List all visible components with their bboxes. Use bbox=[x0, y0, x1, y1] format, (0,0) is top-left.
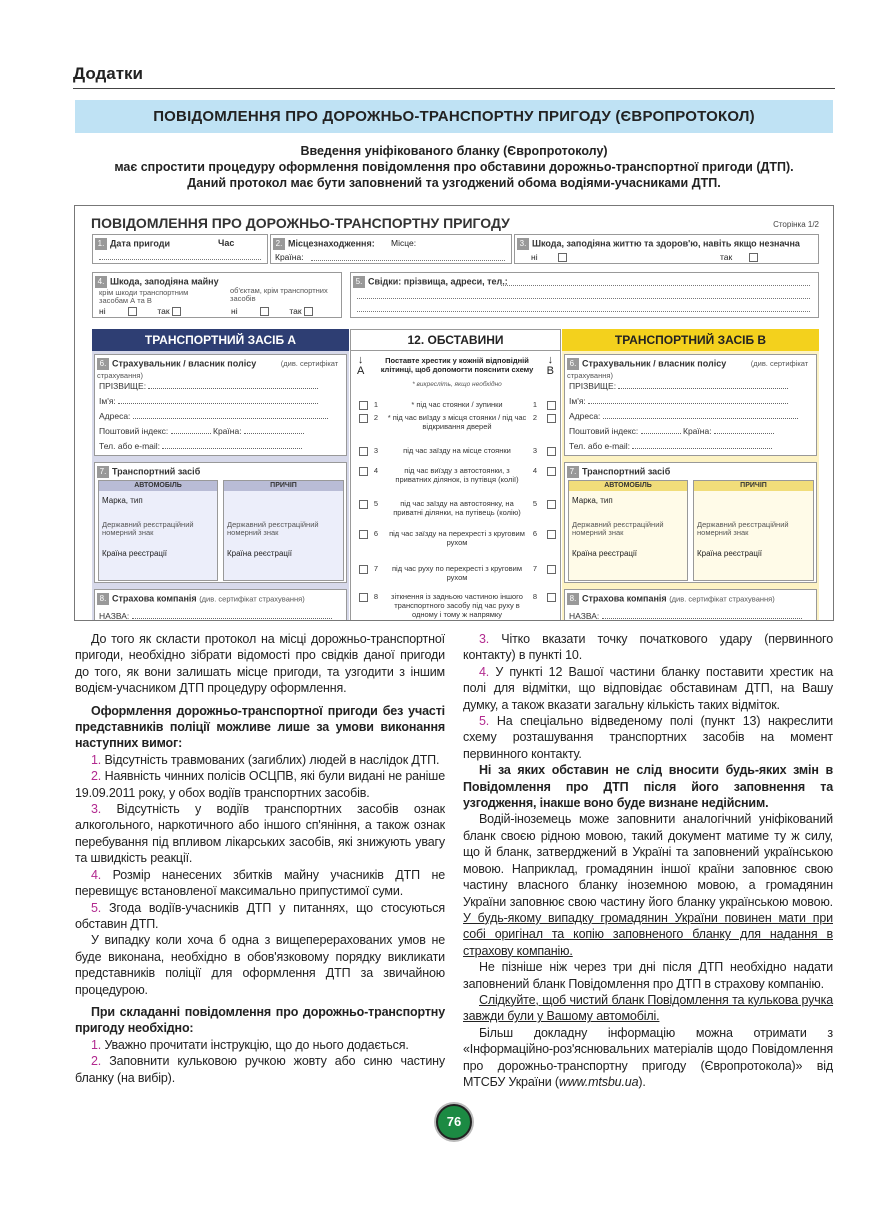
circumstance-text: * під час стоянки / зупинки bbox=[411, 400, 503, 409]
left-heading-1: Оформлення дорожньо-транспортної пригоди без участі представників поліції можливе лише за умови виконання наступних вимог: bbox=[75, 703, 445, 751]
requirement-item bbox=[75, 768, 445, 801]
circumstance-text: під час заїзду на перехресті з круговим рухом bbox=[389, 529, 525, 547]
right-paragraph-2: Не пізніше ніж через три дні після ДТП необхідно надати заповнений бланк Повідомлення про ДТП в страхову компанію. bbox=[463, 960, 833, 991]
vehicle-a-insured-box: 6. Страхувальник / власник полісу (див. сертифікат страхування) ПРІЗВИЩЕ: Ім'я: Адреса: Поштовий індекс: Країна: Тел. або e-mail: bbox=[94, 354, 347, 456]
column-a-letter: A bbox=[357, 365, 365, 377]
circumstance-checkbox-b bbox=[547, 530, 556, 539]
a-name-label: Ім'я: bbox=[99, 396, 116, 406]
instruction-item bbox=[75, 1037, 445, 1053]
injury-no-label: ні bbox=[531, 252, 538, 262]
circumstance-text: під час руху по перехресті з круговим рухом bbox=[392, 564, 522, 582]
field-witnesses-box: 5. Свідки: прізвища, адреси, тел.: bbox=[350, 272, 819, 318]
b-name-label: Ім'я: bbox=[569, 396, 586, 406]
field-damage-label: Шкода, заподіяна майну bbox=[110, 276, 219, 287]
b-tel-label: Тел. або e-mail: bbox=[569, 441, 631, 451]
column-a-marker: ↓ A bbox=[357, 354, 365, 377]
injury-yes-checkbox bbox=[749, 253, 758, 262]
vehicle-a-header: ТРАНСПОРТНИЙ ЗАСІБ А bbox=[92, 329, 349, 351]
field-damage-box: 4. Шкода, заподіяна майну крім шкоди транспортним засобам А та В об'єктам, крім транспортних засобів ні так ні так bbox=[92, 272, 342, 318]
b-country-label: Країна: bbox=[683, 426, 712, 436]
instruction-item-text: Уважно прочитати інструкцію, що до нього додається. bbox=[101, 1037, 409, 1052]
circumstance-checkbox-b bbox=[547, 565, 556, 574]
requirement-item-text: Наявність чинних полісів ОСЦПВ, які були видані не раніше 19.09.2011 року, у обох водіїв транспортних засобів. bbox=[75, 769, 445, 800]
instruction-cont-item bbox=[463, 631, 833, 664]
requirement-item-number: 1. bbox=[91, 752, 102, 767]
circumstance-checkbox-a bbox=[359, 500, 368, 509]
right-warning: Ні за яких обставин не слід вносити будь-яких змін в Повідомлення про ДТП після його заповнення та узгодження, інакше воно буде визнане недійсним. bbox=[463, 763, 833, 811]
a-surname-label: ПРІЗВИЩЕ: bbox=[99, 381, 147, 391]
instruction-cont-item-text: У пункті 12 Вашої частини бланку поставити хрестик на полі для відмітки, що відповідає обставинам ДТП, на Вашу думку, а також вказати загальну кількість таких відміток. bbox=[463, 664, 833, 712]
circumstance-text: під час заїзду на автостоянку, на приватні ділянки, на путівець (колію) bbox=[393, 499, 521, 517]
form-title: ПОВІДОМЛЕННЯ ПРО ДОРОЖНЬО-ТРАНСПОРТНУ ПРИГОДУ bbox=[91, 215, 510, 231]
a-country-label: Країна: bbox=[213, 426, 242, 436]
b-insurer-label: Страхова компанія bbox=[582, 593, 667, 604]
damage-vehicles-note: крім шкоди транспортним засобам А та В bbox=[99, 288, 189, 305]
circumstance-checkbox-a bbox=[359, 414, 368, 423]
intro-text bbox=[75, 143, 833, 191]
field-injury-label: Шкода, заподіяна життю та здоров'ю, навіть якщо незначна bbox=[532, 238, 800, 249]
circumstance-number-a: 2 bbox=[373, 413, 379, 422]
vehicle-a-insurer-box: 8. Страхова компанія (див. сертифікат страхування) НАЗВА: bbox=[94, 589, 347, 621]
instruction-cont-item-number: 5. bbox=[479, 714, 490, 729]
field-place-label: Місце: bbox=[391, 238, 417, 248]
damage-b-yes: так bbox=[289, 306, 302, 316]
circumstance-checkbox-a bbox=[359, 401, 368, 410]
instruction-item-number: 2. bbox=[91, 1054, 102, 1069]
instruction-cont-item bbox=[463, 713, 833, 762]
right-paragraph-4 bbox=[463, 1025, 833, 1091]
intro-line-2: має спростити процедуру оформлення повідомлення про обставини дорожньо-транспортної пригоди (ДТП). bbox=[114, 160, 794, 174]
circumstance-text: зіткнення із задньою частиною іншого транспортного засобу під час руху в одному і тому ж напрямку bbox=[391, 592, 523, 619]
a-postal-label: Поштовий індекс: bbox=[99, 426, 169, 436]
instruction-item-number: 1. bbox=[91, 1037, 102, 1052]
circumstance-checkbox-b bbox=[547, 447, 556, 456]
page-number: 76 bbox=[446, 1114, 462, 1129]
requirement-item-text: Відсутність у водіїв транспортних засобів ознак алкогольного, наркотичного або іншого сп'яніння, а також ознак перебування під впливом лікарських засобів, які знижують увагу та швидкість реакції. bbox=[75, 802, 445, 866]
b-trailer-regnum-label: Державний реєстраційний номерний знак bbox=[697, 520, 789, 537]
b-regcountry-label: Країна реєстрації bbox=[572, 549, 637, 558]
field-injury-box: 3. Шкода, заподіяна життю та здоров'ю, навіть якщо незначна ні так bbox=[514, 234, 819, 264]
b-postal-label: Поштовий індекс: bbox=[569, 426, 639, 436]
vehicle-b-insured-note: (див. сертифікат страхування) bbox=[567, 359, 809, 380]
left-heading-2: При складанні повідомлення про дорожньо-транспортну пригоду необхідно: bbox=[75, 1004, 445, 1036]
a-make-label: Марка, тип bbox=[102, 496, 143, 505]
circumstances-header: 12. ОБСТАВИНИ bbox=[350, 329, 561, 351]
circumstance-number-b: 8 bbox=[532, 592, 538, 601]
a-trailer-box bbox=[223, 480, 344, 581]
circumstances-instruction: Поставте хрестик у кожній відповідній клітинці, щоб допомогти пояснити схему bbox=[380, 356, 534, 374]
a-address-label: Адреса: bbox=[99, 411, 131, 421]
circumstance-number-a: 1 bbox=[373, 400, 379, 409]
circumstance-number-b: 3 bbox=[532, 446, 538, 455]
injury-yes-label: так bbox=[720, 252, 733, 262]
b-trailer-header: ПРИЧІП bbox=[694, 481, 813, 491]
requirement-item-number: 5. bbox=[91, 900, 102, 915]
page-number-badge bbox=[436, 1104, 472, 1140]
right-text-column bbox=[463, 631, 833, 1090]
requirement-item-text: Відсутність травмованих (загиблих) людей в наслідок ДТП. bbox=[101, 752, 440, 767]
a-insurer-note: (див. сертифікат страхування) bbox=[199, 594, 305, 604]
a-regnum-label: Державний реєстраційний номерний знак bbox=[102, 520, 194, 537]
b-address-label: Адреса: bbox=[569, 411, 601, 421]
circumstance-number-b: 1 bbox=[532, 400, 538, 409]
requirement-item-number: 4. bbox=[91, 867, 102, 882]
circumstance-number-b: 7 bbox=[532, 564, 538, 573]
intro-line-3: Даний протокол має бути заповнений та узгоджений обома водіями-учасниками ДТП. bbox=[187, 176, 721, 190]
circumstance-number-a: 4 bbox=[373, 466, 379, 475]
requirement-item-number: 2. bbox=[91, 769, 102, 784]
vehicle-b-vehicle-box: 7. Транспортний засіб АВТОМОБІЛЬ Марка, тип Державний реєстраційний номерний знак Країна реєстрації ПРИЧІП Державний реєстраційний номерний знак Країна реєстрації bbox=[564, 462, 817, 583]
vehicle-b-header: ТРАНСПОРТНИЙ ЗАСІБ В bbox=[562, 329, 819, 351]
field-location-label: Місцезнаходження: bbox=[288, 238, 375, 249]
right-paragraph-1 bbox=[463, 811, 833, 959]
circumstance-number-b: 6 bbox=[532, 529, 538, 538]
left-text-column bbox=[75, 631, 445, 1086]
circumstance-checkbox-b bbox=[547, 414, 556, 423]
right-paragraph-4-text: Більш докладну інформацію можна отримати з «Інформаційно-роз'яснювальних матеріалів щодо Повідомлення про дорожньо-транспортну пригоду (Європротокола)» від МТСБУ України ( bbox=[463, 1025, 833, 1089]
damage-b-no-checkbox bbox=[260, 307, 269, 316]
circumstance-number-b: 5 bbox=[532, 499, 538, 508]
a-trailer-header: ПРИЧІП bbox=[224, 481, 343, 491]
b-make-label: Марка, тип bbox=[572, 496, 613, 505]
vehicle-b-insured-label: Страхувальник / власник полісу bbox=[582, 358, 727, 369]
right-paragraph-1-underlined: У будь-якому випадку громадянин України повинен мати при собі оригінал та копію заповненого бланку для надання в страхову компанію. bbox=[463, 910, 833, 958]
circumstance-checkbox-b bbox=[547, 593, 556, 602]
b-insurer-name-label: НАЗВА: bbox=[569, 611, 600, 621]
right-paragraph-1-text: Водій-іноземець може заповнити аналогічний уніфікований бланк своєю рідною мовою, такий документ матиме ту ж силу, що й бланк, затверджений в Україні та заповнений українською мовою. Наприклад, громадянин іншої країни заповнює свою частину власного бланку іноземною мовою, а громадянин України заповнює свою частину його бланку українською мовою. bbox=[463, 812, 833, 909]
vehicle-a-vehicle-box: 7. Транспортний засіб АВТОМОБІЛЬ Марка, тип Державний реєстраційний номерний знак Країна реєстрації ПРИЧІП Державний реєстраційний номерний знак Країна реєстрації bbox=[94, 462, 347, 583]
field-country-label: Країна: bbox=[275, 252, 304, 262]
banner-title: ПОВІДОМЛЕННЯ ПРО ДОРОЖНЬО-ТРАНСПОРТНУ ПРИГОДУ (ЄВРОПРОТОКОЛ) bbox=[75, 100, 833, 133]
requirement-item bbox=[75, 801, 445, 867]
circumstances-column bbox=[350, 351, 561, 621]
damage-objects-note: об'єктам, крім транспортних засобів bbox=[230, 286, 328, 303]
circumstance-number-b: 2 bbox=[532, 413, 538, 422]
b-insurer-note: (див. сертифікат страхування) bbox=[669, 594, 775, 604]
damage-b-yes-checkbox bbox=[304, 307, 313, 316]
circumstance-checkbox-b bbox=[547, 500, 556, 509]
column-b-marker: ↓ B bbox=[546, 354, 554, 377]
field-time-label: Час bbox=[218, 238, 235, 248]
a-trailer-regcountry-label: Країна реєстрації bbox=[227, 549, 292, 558]
circumstance-number-b: 4 bbox=[532, 466, 538, 475]
requirement-item-text: Розмір нанесених збитків майну учасників ДТП не перевищує встановленої максимально припустимої суми. bbox=[75, 867, 445, 899]
b-trailer-box bbox=[693, 480, 814, 581]
intro-line-1: Введення уніфікованого бланку (Європротоколу) bbox=[300, 144, 608, 158]
circumstance-number-a: 3 bbox=[373, 446, 379, 455]
field-date-box: 1. Дата пригоди Час bbox=[92, 234, 268, 264]
vehicle-a-column bbox=[92, 351, 349, 621]
a-trailer-regnum-label: Державний реєстраційний номерний знак bbox=[227, 520, 319, 537]
right-paragraph-3: Слідкуйте, щоб чистий бланк Повідомлення та кулькова ручка завжди були у Вашому автомобілі. bbox=[463, 992, 833, 1024]
requirement-item-text: Згода водіїв-учасників ДТП у питаннях, що стосуються обставин ДТП. bbox=[75, 900, 445, 931]
b-car-box bbox=[568, 480, 688, 581]
circumstance-checkbox-a bbox=[359, 447, 368, 456]
circumstance-checkbox-a bbox=[359, 467, 368, 476]
europrotocol-form-image bbox=[74, 205, 834, 621]
damage-a-yes: так bbox=[157, 306, 170, 316]
section-title: Додатки bbox=[73, 64, 144, 83]
column-b-letter: B bbox=[546, 365, 554, 377]
b-surname-label: ПРІЗВИЩЕ: bbox=[569, 381, 617, 391]
a-vehicle-label: Транспортний засіб bbox=[112, 466, 201, 477]
circumstance-checkbox-a bbox=[359, 593, 368, 602]
form-page: Сторінка 1/2 bbox=[773, 220, 819, 229]
circumstance-number-a: 6 bbox=[373, 529, 379, 538]
section-divider bbox=[73, 88, 835, 89]
requirement-item bbox=[75, 752, 445, 768]
mtsbu-link[interactable]: www.mtsbu.ua bbox=[558, 1074, 639, 1089]
circumstance-checkbox-a bbox=[359, 565, 368, 574]
vehicle-b-insurer-box: 8. Страхова компанія (див. сертифікат страхування) НАЗВА: bbox=[564, 589, 817, 621]
damage-a-no-checkbox bbox=[128, 307, 137, 316]
damage-a-yes-checkbox bbox=[172, 307, 181, 316]
a-insurer-label: Страхова компанія bbox=[112, 593, 197, 604]
a-tel-label: Тел. або e-mail: bbox=[99, 441, 161, 451]
b-car-header: АВТОМОБІЛЬ bbox=[569, 481, 687, 491]
instruction-cont-item bbox=[463, 664, 833, 713]
vehicle-b-insured-box: 6. Страхувальник / власник полісу (див. сертифікат страхування) ПРІЗВИЩЕ: Ім'я: Адреса: Поштовий індекс: Країна: Тел. або e-mail: bbox=[564, 354, 817, 456]
circumstance-checkbox-a bbox=[359, 530, 368, 539]
damage-a-no: ні bbox=[99, 306, 106, 316]
injury-no-checkbox bbox=[558, 253, 567, 262]
b-trailer-regcountry-label: Країна реєстрації bbox=[697, 549, 762, 558]
b-vehicle-label: Транспортний засіб bbox=[582, 466, 671, 477]
a-car-box bbox=[98, 480, 218, 581]
b-regnum-label: Державний реєстраційний номерний знак bbox=[572, 520, 664, 537]
field-location-box: 2. Місцезнаходження: Місце: Країна: bbox=[270, 234, 512, 264]
requirement-item bbox=[75, 900, 445, 933]
instruction-cont-item-text: На спеціально відведеному полі (пункт 13) накреслити схему розташування транспортних засобів на момент первинного контакту. bbox=[463, 714, 833, 761]
requirement-item-number: 3. bbox=[91, 802, 102, 817]
circumstances-note: * викресліть, якщо необхідно bbox=[412, 381, 502, 388]
circumstance-number-a: 7 bbox=[373, 564, 379, 573]
circumstance-checkbox-b bbox=[547, 467, 556, 476]
instruction-cont-item-number: 4. bbox=[479, 664, 490, 679]
circumstance-number-a: 5 bbox=[373, 499, 379, 508]
instruction-cont-item-text: Чітко вказати точку початкового удару (первинного контакту) в пункті 10. bbox=[463, 632, 833, 663]
field-witnesses-label: Свідки: прізвища, адреси, тел.: bbox=[368, 276, 508, 287]
a-regcountry-label: Країна реєстрації bbox=[102, 549, 167, 558]
field-date-label: Дата пригоди bbox=[110, 238, 171, 249]
a-car-header: АВТОМОБІЛЬ bbox=[99, 481, 217, 491]
circumstance-checkbox-b bbox=[547, 401, 556, 410]
requirement-item bbox=[75, 867, 445, 900]
instruction-item bbox=[75, 1053, 445, 1086]
instruction-cont-item-number: 3. bbox=[479, 632, 490, 646]
vehicle-a-insured-note: (див. сертифікат страхування) bbox=[97, 359, 339, 380]
circumstance-text: під час заїзду на місце стоянки bbox=[403, 446, 511, 455]
instruction-item-text: Заповнити кульковою ручкою жовту або синю частину бланку (на вибір). bbox=[75, 1054, 445, 1085]
vehicle-b-column bbox=[562, 351, 819, 621]
left-paragraph-1: До того як скласти протокол на місці дорожньо-транспортної пригоди, необхідно зібрати відомості про свідків даної пригоди до того, як вони залишать місце пригоди, та узгодити з іншим водієм-учасником ДТП процедуру оформлення. bbox=[75, 632, 445, 696]
circumstance-text: під час виїзду з автостоянки, з приватних ділянок, із путівця (колії) bbox=[395, 466, 519, 484]
damage-b-no: ні bbox=[231, 306, 238, 316]
vehicle-a-insured-label: Страхувальник / власник полісу bbox=[112, 358, 257, 369]
circumstance-number-a: 8 bbox=[373, 592, 379, 601]
circumstance-text: * під час виїзду з місця стоянки / під час відкривання дверей bbox=[387, 413, 527, 431]
a-insurer-name-label: НАЗВА: bbox=[99, 611, 130, 621]
right-paragraph-4-end: ). bbox=[638, 1074, 646, 1089]
left-paragraph-2: У випадку коли хоча б одна з вищеперерахованих умов не буде виконана, необхідно в обов'язковому порядку викликати представників поліції для оформлення ДТП за звичайною процедурою. bbox=[75, 933, 445, 997]
